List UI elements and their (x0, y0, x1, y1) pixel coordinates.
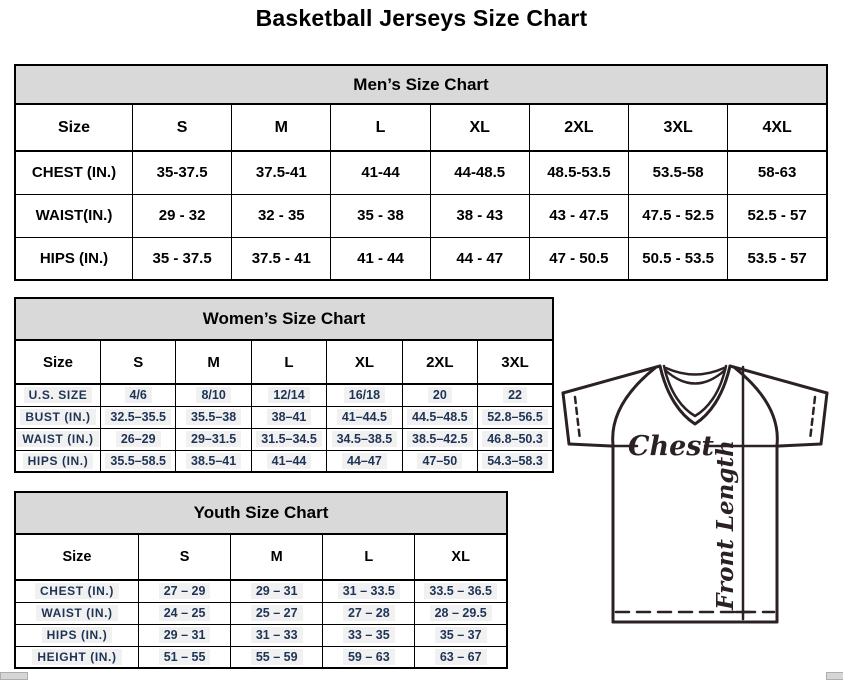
youth-value-cell (323, 580, 415, 602)
youth-value-cell (139, 624, 231, 646)
youth-col-header-text: S (179, 549, 190, 565)
women-value-cell-text: 41–44 (267, 453, 312, 469)
youth-value-cell-text: 31 – 33 (251, 627, 303, 643)
men-value-cell-text: 52.5 - 57 (747, 207, 807, 224)
women-value-cell-text: 4/6 (125, 387, 152, 403)
men-value-cell (629, 151, 728, 194)
youth-value-cell (139, 646, 231, 668)
women-value-cell-text: 26–29 (116, 431, 161, 447)
women-value-cell-text: 44–47 (342, 453, 387, 469)
jersey-right-sleeve-cuff (779, 444, 821, 446)
mens-size-table (14, 103, 828, 281)
youth-col-header (15, 534, 139, 580)
youth-row (15, 624, 507, 646)
women-value-cell (251, 384, 326, 406)
youth-row-label (15, 646, 139, 668)
men-value-cell-text: 44-48.5 (454, 164, 506, 182)
youth-col-header-text: XL (451, 549, 470, 565)
women-value-cell-text: 41–44.5 (337, 409, 392, 425)
youth-col-header (139, 534, 231, 580)
youth-row (15, 646, 507, 668)
front-length-label: Front Length (712, 440, 739, 610)
men-col-header (430, 104, 529, 151)
men-value-cell-text: 35-37.5 (156, 164, 208, 182)
men-col-header-text: 2XL (564, 118, 594, 136)
women-value-cell-text: 38.5–42.5 (407, 431, 473, 447)
youth-value-cell-text: 25 – 27 (251, 605, 303, 621)
men-value-cell (629, 194, 728, 237)
men-col-header (15, 104, 133, 151)
men-col-header-text: Size (57, 118, 90, 136)
youth-header-row (15, 534, 507, 580)
women-value-cell (478, 450, 553, 472)
jersey-right-sleeve-outer (821, 393, 827, 444)
youth-col-header-text: M (270, 549, 283, 565)
women-row (15, 450, 553, 472)
women-value-cell (176, 406, 251, 428)
women-value-cell (402, 428, 477, 450)
women-col-header (402, 340, 477, 384)
men-value-cell (331, 237, 430, 280)
men-value-cell (133, 237, 232, 280)
youth-value-cell-text: 33.5 – 36.5 (424, 583, 497, 599)
women-col-header-text: XL (354, 353, 374, 371)
youth-value-cell (323, 602, 415, 624)
men-value-cell (529, 194, 628, 237)
men-value-cell (728, 194, 827, 237)
women-row-label (15, 406, 101, 428)
womens-table-title: Women’s Size Chart (202, 309, 366, 328)
women-value-cell-text: 54.3–58.3 (482, 453, 548, 469)
women-value-cell (478, 428, 553, 450)
women-col-header (176, 340, 251, 384)
men-col-header (133, 104, 232, 151)
men-value-cell (133, 194, 232, 237)
men-value-cell (728, 237, 827, 280)
women-value-cell (327, 384, 402, 406)
jersey-left-shoulder-line (563, 366, 660, 393)
men-value-cell-text: 48.5-53.5 (547, 164, 611, 182)
youth-row-label (15, 580, 139, 602)
women-value-cell (327, 406, 402, 428)
youth-col-header (323, 534, 415, 580)
women-value-cell (176, 384, 251, 406)
women-col-header-text: L (284, 353, 294, 371)
women-col-header (251, 340, 326, 384)
womens-size-chart-section (14, 297, 554, 473)
women-col-header-text: Size (42, 353, 73, 371)
women-value-cell-text: 35.5–38 (186, 409, 241, 425)
men-value-cell-text: 29 - 32 (158, 207, 206, 224)
men-col-header (728, 104, 827, 151)
women-value-cell (101, 406, 176, 428)
men-row-label (15, 151, 133, 194)
women-col-header (15, 340, 101, 384)
youth-value-cell (415, 602, 507, 624)
men-col-header (331, 104, 430, 151)
jersey-left-sleeve-outer (563, 393, 569, 444)
youth-value-cell-text: 63 – 67 (435, 649, 487, 665)
men-row-label-text: HIPS (IN.) (39, 249, 109, 267)
men-row (15, 194, 827, 237)
women-value-cell (176, 428, 251, 450)
women-value-cell (101, 384, 176, 406)
men-value-cell-text: 37.5-41 (255, 164, 307, 182)
youth-value-cell-text: 33 – 35 (343, 627, 395, 643)
youth-col-header (415, 534, 507, 580)
youth-value-cell-text: 35 – 37 (435, 627, 487, 643)
men-value-cell (232, 151, 331, 194)
men-value-cell (232, 237, 331, 280)
men-col-header (529, 104, 628, 151)
men-row-label-text: CHEST (IN.) (31, 164, 117, 182)
youth-value-cell-text: 24 – 25 (159, 605, 211, 621)
men-row-label (15, 237, 133, 280)
men-value-cell (529, 237, 628, 280)
women-value-cell-text: 38–41 (267, 409, 312, 425)
jersey-right-shoulder-line (730, 366, 827, 393)
women-value-cell (251, 450, 326, 472)
women-col-header-text: S (133, 353, 144, 371)
women-value-cell-text: 32.5–35.5 (105, 409, 171, 425)
women-value-cell (176, 450, 251, 472)
men-col-header-text: 3XL (663, 118, 693, 136)
youth-value-cell-text: 59 – 63 (343, 649, 395, 665)
youth-value-cell-text: 27 – 28 (343, 605, 395, 621)
women-value-cell (478, 406, 553, 428)
youth-row-label (15, 602, 139, 624)
men-value-cell-text: 47 - 50.5 (549, 249, 609, 267)
men-col-header-text: XL (469, 118, 490, 136)
women-value-cell-text: 34.5–38.5 (332, 431, 398, 447)
youth-value-cell (139, 602, 231, 624)
men-header-row (15, 104, 827, 151)
chest-label: Chest (628, 431, 714, 462)
women-col-header-text: 2XL (426, 353, 454, 371)
youth-value-cell-text: 55 – 59 (251, 649, 303, 665)
youth-row-label-text: WAIST (IN.) (36, 605, 117, 621)
women-value-cell (478, 384, 553, 406)
women-header-row (15, 340, 553, 384)
women-col-header-text: 3XL (501, 353, 529, 371)
men-value-cell (133, 151, 232, 194)
men-value-cell (331, 194, 430, 237)
page-title: Basketball Jerseys Size Chart (255, 5, 588, 31)
youth-value-cell (415, 580, 507, 602)
women-row-label (15, 428, 101, 450)
youth-value-cell (231, 624, 323, 646)
youth-col-header (231, 534, 323, 580)
jersey-left-sleeve-dashed-seam (575, 397, 580, 440)
youth-value-cell-text: 51 – 55 (159, 649, 211, 665)
youth-col-header-text: L (364, 549, 374, 565)
men-value-cell (430, 151, 529, 194)
men-col-header-text: S (176, 118, 188, 136)
jersey-right-armhole-seam (735, 368, 777, 445)
women-value-cell-text: 16/18 (344, 387, 385, 403)
women-value-cell-text: 35.5–58.5 (105, 453, 171, 469)
men-value-cell-text: 50.5 - 53.5 (642, 249, 714, 267)
womens-size-table (14, 339, 554, 473)
youth-value-cell-text: 31 – 33.5 (338, 583, 400, 599)
men-value-cell-text: 35 - 38 (357, 207, 404, 224)
men-value-cell-text: 41 - 44 (357, 249, 404, 267)
women-value-cell-text: 31.5–34.5 (256, 431, 322, 447)
youth-row-label-text: HEIGHT (IN.) (32, 649, 121, 665)
men-value-cell (232, 194, 331, 237)
men-value-cell-text: 44 - 47 (456, 249, 504, 267)
men-value-cell (430, 194, 529, 237)
women-value-cell-text: 20 (428, 387, 452, 403)
women-row-label-text: BUST (IN.) (20, 409, 95, 425)
mens-table-title-band (14, 64, 828, 103)
women-value-cell (402, 384, 477, 406)
women-row-label (15, 384, 101, 406)
men-value-cell (529, 151, 628, 194)
men-value-cell-text: 38 - 43 (456, 207, 504, 224)
men-value-cell-text: 58-63 (757, 164, 797, 182)
women-value-cell-text: 8/10 (196, 387, 230, 403)
men-row-label-text: WAIST(IN.) (35, 207, 113, 224)
youth-value-cell-text: 29 – 31 (251, 583, 303, 599)
women-col-header (327, 340, 402, 384)
youth-value-cell-text: 28 – 29.5 (430, 605, 492, 621)
youth-table-title: Youth Size Chart (193, 503, 329, 522)
men-value-cell-text: 53.5 - 57 (747, 249, 807, 267)
youth-value-cell (323, 646, 415, 668)
women-col-header (101, 340, 176, 384)
men-col-header-text: M (274, 118, 288, 136)
youth-table-title-band (14, 491, 508, 533)
women-value-cell (101, 450, 176, 472)
youth-size-chart-section (14, 491, 508, 669)
men-value-cell (728, 151, 827, 194)
youth-size-table (14, 533, 508, 669)
men-col-header (232, 104, 331, 151)
youth-row-label-text: CHEST (IN.) (35, 583, 119, 599)
women-value-cell (327, 450, 402, 472)
women-value-cell (402, 450, 477, 472)
women-value-cell (402, 406, 477, 428)
men-value-cell-text: 53.5-58 (652, 164, 704, 182)
women-value-cell (327, 428, 402, 450)
youth-row (15, 602, 507, 624)
youth-value-cell-text: 29 – 31 (159, 627, 211, 643)
youth-value-cell (231, 580, 323, 602)
youth-value-cell (415, 646, 507, 668)
men-value-cell (331, 151, 430, 194)
women-value-cell (251, 428, 326, 450)
women-value-cell (251, 406, 326, 428)
men-value-cell (430, 237, 529, 280)
women-row (15, 428, 553, 450)
jersey-left-sleeve-cuff (569, 444, 611, 446)
women-row-label (15, 450, 101, 472)
women-row-label-text: WAIST (IN.) (17, 431, 98, 447)
youth-col-header-text: Size (62, 549, 92, 565)
youth-value-cell (139, 580, 231, 602)
women-row-label-text: U.S. SIZE (24, 387, 93, 403)
men-value-cell-text: 32 - 35 (257, 207, 305, 224)
youth-row-label-text: HIPS (IN.) (42, 627, 113, 643)
men-value-cell (629, 237, 728, 280)
women-value-cell-text: 47–50 (417, 453, 462, 469)
youth-value-cell (231, 602, 323, 624)
men-value-cell-text: 35 - 37.5 (152, 249, 212, 267)
men-col-header (629, 104, 728, 151)
women-row (15, 384, 553, 406)
mens-table-title: Men’s Size Chart (353, 75, 489, 94)
men-row (15, 237, 827, 280)
jersey-right-sleeve-dashed-seam (810, 397, 815, 440)
men-row-label (15, 194, 133, 237)
men-col-header-text: L (375, 118, 386, 136)
women-value-cell-text: 22 (503, 387, 527, 403)
women-value-cell-text: 52.8–56.5 (482, 409, 548, 425)
women-value-cell-text: 29–31.5 (186, 431, 241, 447)
men-row (15, 151, 827, 194)
womens-table-title-band (14, 297, 554, 339)
women-value-cell-text: 12/14 (268, 387, 309, 403)
men-value-cell-text: 47.5 - 52.5 (642, 207, 714, 224)
women-value-cell-text: 38.5–41 (186, 453, 241, 469)
youth-value-cell (323, 624, 415, 646)
women-col-header (478, 340, 553, 384)
women-value-cell (101, 428, 176, 450)
women-col-header-text: M (207, 353, 220, 371)
jersey-measurement-diagram (553, 353, 841, 669)
jersey-collar-back-curve-1 (666, 368, 724, 375)
youth-row-label (15, 624, 139, 646)
youth-row (15, 580, 507, 602)
women-row-label-text: HIPS (IN.) (23, 453, 94, 469)
youth-value-cell (231, 646, 323, 668)
mens-size-chart-section (14, 64, 828, 281)
men-value-cell-text: 37.5 - 41 (251, 249, 311, 267)
women-row (15, 406, 553, 428)
men-col-header-text: 4XL (762, 118, 792, 136)
men-value-cell-text: 43 - 47.5 (549, 207, 609, 224)
women-value-cell-text: 44.5–48.5 (407, 409, 473, 425)
women-value-cell-text: 46.8–50.3 (482, 431, 548, 447)
youth-value-cell (415, 624, 507, 646)
youth-value-cell-text: 27 – 29 (159, 583, 211, 599)
men-value-cell-text: 41-44 (361, 164, 400, 182)
